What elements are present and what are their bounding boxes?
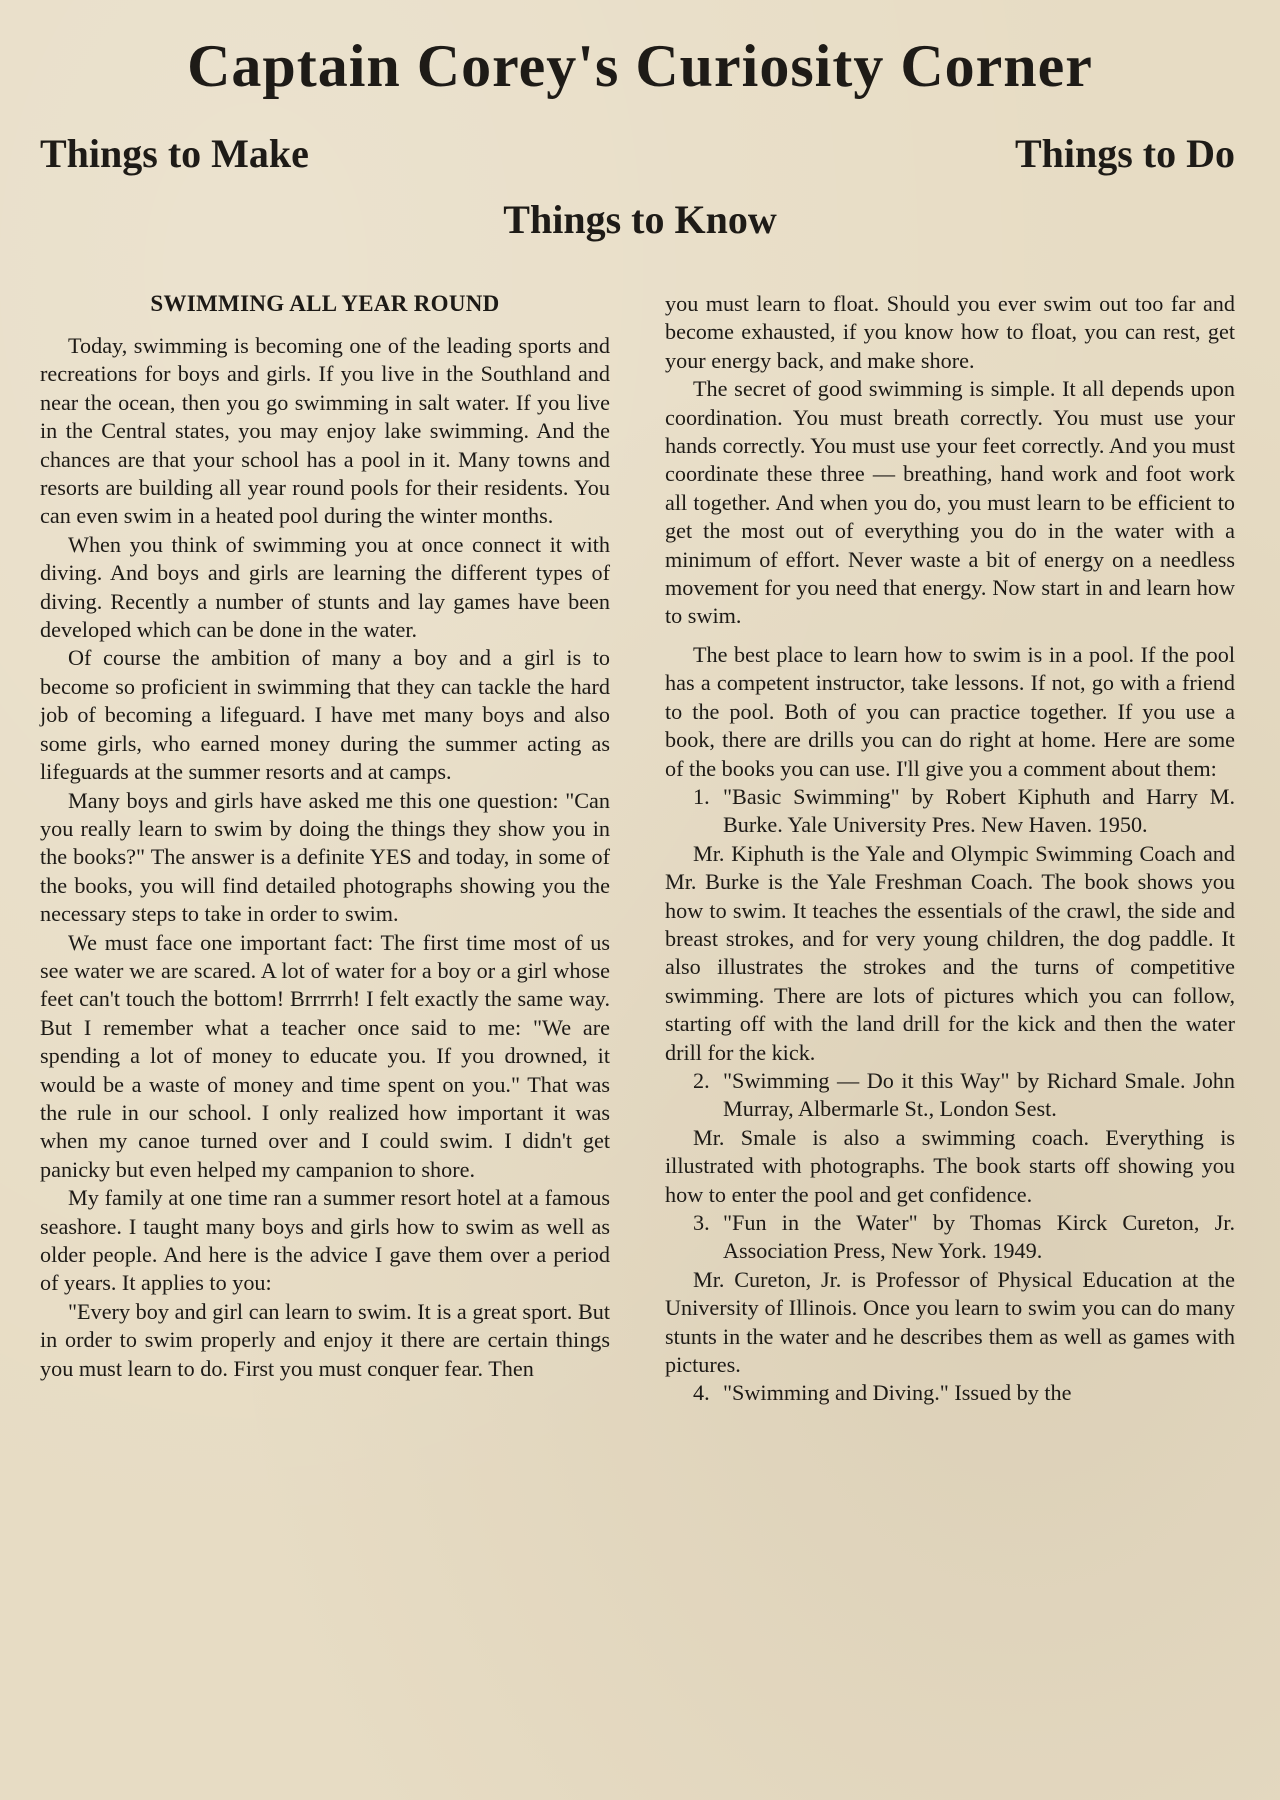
book-citation: "Basic Swimming" by Robert Kiphuth and Harry M. Burke. Yale University Pres. New Haven. 1950. — [723, 783, 1235, 838]
subheading-things-to-make: Things to Make — [40, 131, 309, 176]
book-reference — [665, 1067, 1235, 1124]
paragraph: "Every boy and girl can learn to swim. It is a great sport. But in order to swim properly and enjoy it there are certain things you must learn to do. First you must conquer fear. Then — [40, 1298, 610, 1381]
right-column — [665, 290, 1235, 1408]
book-citation: "Fun in the Water" by Thomas Kirck Cureton, Jr. Association Press, New York. 1949. — [723, 1210, 1235, 1264]
book-citation: "Swimming — Do it this Way" by Richard Smale. John Murray, Albermarle St., London Sest. — [723, 1067, 1235, 1122]
book-comment: Mr. Kiphuth is the Yale and Olympic Swimming Coach and Mr. Burke is the Yale Freshman Coach. The book shows you how to swim. It teaches the essentials of the crawl, the side and breast strokes, and for very young children, the dog paddle. It also illustrates the strokes and the turns of competitive swimming. There are lots of pictures which you can follow, starting off with the land drill for the kick and then the water drill for the kick. — [665, 840, 1235, 1065]
book-number: 4. — [693, 1380, 710, 1406]
subheading-things-to-do: Things to Do — [1014, 131, 1235, 176]
paragraph: We must face one important fact: The first time most of us see water we are scared. A lot of water for a boy or a girl whose feet can't touch the bottom! Brrrrrh! I felt exactly the same way. But I remember what a teacher once said to me: "We are spending a lot of money to educate you. If you drowned, it would be a waste of money and time spent on you." That was the rule in our school. I only realized how important it was when my canoe turned over and I could swim. I didn't get panicky but even helped my campanion to shore. — [40, 929, 610, 1182]
book-reference — [665, 1209, 1235, 1266]
book-reference — [665, 783, 1235, 840]
paragraph: you must learn to float. Should you ever swim out too far and become exhausted, if you know how to float, you can rest, get your energy back, and make shore. — [665, 291, 1235, 373]
subheading-things-to-know: Things to Know — [503, 197, 777, 242]
book-number: 1. — [693, 783, 710, 809]
book-number: 2. — [693, 1067, 710, 1093]
book-citation: "Swimming and Diving." Issued by the — [723, 1380, 1072, 1406]
paragraph: When you think of swimming you at once connect it with diving. And boys and girls are learning the different types of diving. Recently a number of stunts and lay games have been developed which can be done in the water. — [40, 531, 610, 643]
left-column — [40, 290, 610, 1383]
paragraph: My family at one time ran a summer resort hotel at a famous seashore. I taught many boys and girls how to swim as well as older people. And here is the advice I gave them over a period of years. It applies to you: — [40, 1185, 610, 1296]
book-number: 3. — [693, 1210, 710, 1235]
paragraph: Today, swimming is becoming one of the leading sports and recreations for boys and girls. If you live in the Southland and near the ocean, then you go swimming in salt water. If you live in the Central states, you may enjoy lake swimming. And the chances are that your school has a pool in it. Many towns and resorts are building all year round pools for their residents. You can even swim in a heated pool during the winter months. — [40, 333, 610, 529]
paragraph: The best place to learn how to swim is in a pool. If the pool has a competent instructor, take lessons. If not, go with a friend to the pool. Both of you can practice together. If you use a book, there are drills you can do right at home. Here are some of the books you can use. I'll give you a comment about them: — [665, 641, 1235, 781]
paragraph: Many boys and girls have asked me this one question: "Can you really learn to swim by doing the things they show you in the books?" The answer is a definite YES and today, in some of the books, you will find detailed photographs showing you the necessary steps to take in order to swim. — [40, 787, 610, 927]
page-title: Captain Corey's Curiosity Corner — [187, 33, 1093, 99]
article-heading: SWIMMING ALL YEAR ROUND — [150, 291, 500, 316]
book-comment: Mr. Cureton, Jr. is Professor of Physical Education at the University of Illinois. Once you learn to swim you can do many stunts in the water and he describes them as well as games with pictures. — [665, 1266, 1235, 1378]
paragraph: Of course the ambition of many a boy and a girl is to become so proficient in swimming that they can tackle the hard job of becoming a lifeguard. I have met many boys and also some girls, who earned money during the summer acting as lifeguards at the summer resorts and at camps. — [40, 645, 610, 785]
book-reference — [665, 1379, 1235, 1407]
paragraph: The secret of good swimming is simple. It all depends upon coordination. You must breath correctly. You must use your hands correctly. You must use your feet correctly. And you must coordinate these three — breathing, hand work and foot work all together. And when you do, you must learn to be efficient to get the most out of everything you do in the water with a minimum of effort. Never waste a bit of energy on a needless movement for you need that energy. Now start in and learn how to swim. — [665, 376, 1235, 629]
book-comment: Mr. Smale is also a swimming coach. Everything is illustrated with photographs. The book starts off showing you how to enter the pool and get confidence. — [665, 1124, 1235, 1207]
